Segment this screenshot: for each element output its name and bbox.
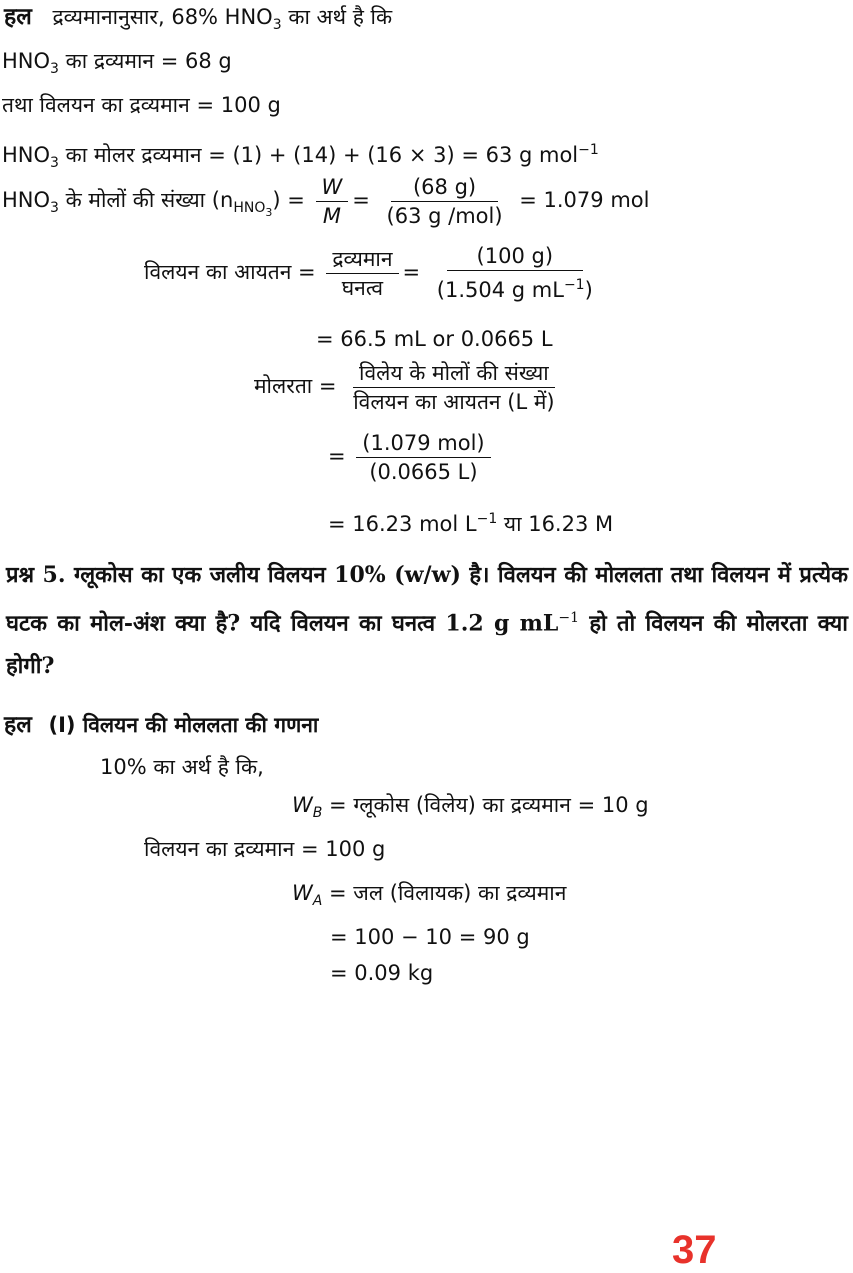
page-number: 37 (672, 1228, 717, 1272)
solution2-heading: (I) विलयन की मोललता की गणना (48, 713, 319, 737)
water-mass-kg: = 0.09 kg (330, 961, 434, 985)
fraction-mass-over-density: $\frac{\text{द्रव्यमान}}{\text{घनत्व}}$ (326, 247, 398, 300)
wb-line: $W_B$ = ग्लूकोस (विलेय) का द्रव्यमान = 10 g (292, 793, 649, 822)
molar-mass-line: $HNO_3$ का मोलर द्रव्यमान = (1) + (14) + (16 × 3) = 63 g mol$^{-1}$ (2, 142, 599, 172)
volume-line: विलयन का आयतन = $\frac{\text{द्रव्यमान}}{\text{घनत्व}}$ = $\frac{(100 g)}{(1.504 g mL^{-1})}$ (144, 244, 603, 302)
molarity-result: = 16.23 mol $L^{-1}$ या 16.23 M (328, 511, 614, 536)
meaning-line: 10% का अर्थ है कि, (100, 755, 264, 779)
solution2-label: हल (4, 712, 32, 738)
fraction-w-over-m: $\frac{W}{M}$ (316, 175, 349, 228)
solution-mass-line: तथा विलयन का द्रव्यमान = 100 g (2, 93, 281, 117)
fraction-molarity-definition: $\frac{\text{विलेय के मोलों की संख्या}}{\text{विलयन का आयतन (L में)}}$ (353, 360, 555, 414)
water-mass-g: = 100 − 10 = 90 g (330, 925, 530, 949)
solution-label: हल (4, 4, 32, 30)
molarity-line: मोलरता = $\frac{\text{विलेय के मोलों की संख्या}}{\text{विलयन का आयतन (L में)}}$ (254, 358, 565, 414)
solution2-heading-line (4, 712, 318, 738)
question-5: प्रश्न 5. ग्लूकोस का एक जलीय विलयन 10% (w/w) है। विलयन की मोललता तथा विलयन में प्रत्येक घटक का मोल-अंश क्या है? यदि विलयन का घनत्व 1.2 g $mL^{-1}$ हो तो विलयन की मोलरता क्या होगी? (6, 562, 849, 680)
moles-line: $HNO_3$ के मोलों की संख्या $(n_{HNO_3})$ = $\frac{W}{M}$ = $\frac{(68 g)}{\text{(63 g /mol)}}$ = 1.079 mol (2, 174, 650, 228)
hno3-mass-line: $HNO_3$ का द्रव्यमान = 68 g (2, 49, 232, 78)
solution2-mass-line: विलयन का द्रव्यमान = 100 g (144, 837, 386, 861)
wa-line: $W_A$ = जल (विलायक) का द्रव्यमान (292, 881, 567, 910)
molarity-substitution: = $\frac{\text{(1.079 mol)}}{(0.0665 L)}$ (328, 428, 495, 484)
question-label: प्रश्न 5. (6, 562, 66, 588)
solution-intro-line: हल द्रव्यमानानुसार, 68% $HNO_3$ का अर्थ है कि (4, 4, 393, 34)
fraction-molarity-values: $\frac{\text{(1.079 mol)}}{(0.0665 L)}$ (356, 431, 490, 484)
fraction-moles: $\frac{(68 g)}{\text{(63 g /mol)}}$ (386, 174, 503, 228)
fraction-volume: $\frac{(100 g)}{(1.504 g mL^{-1})}$ (436, 244, 593, 302)
volume-result: = 66.5 mL or 0.0665 L (316, 327, 553, 351)
